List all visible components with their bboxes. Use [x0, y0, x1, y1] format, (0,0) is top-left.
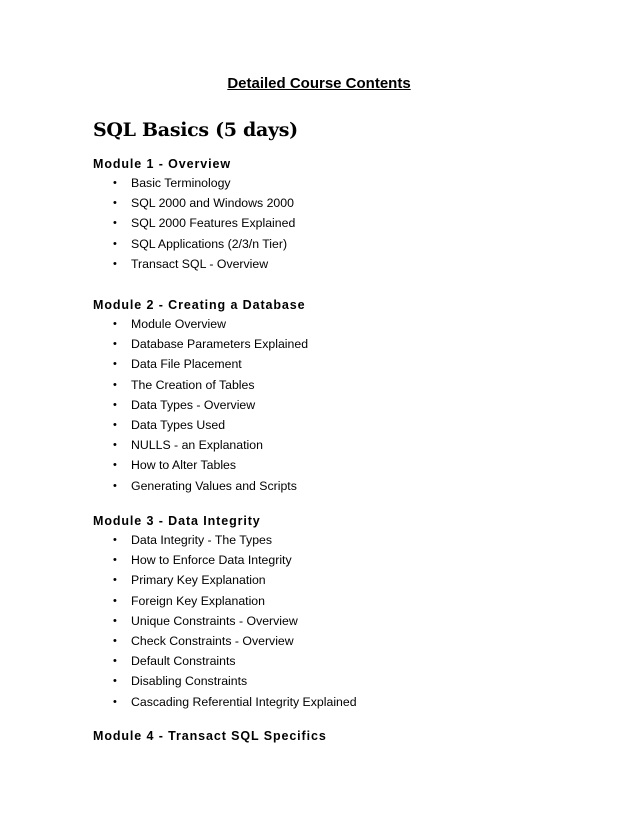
topic-text: Basic Terminology	[131, 176, 231, 190]
bullet-icon: •	[113, 695, 117, 708]
bullet-icon: •	[113, 338, 117, 351]
list-item	[93, 375, 305, 395]
topic-list	[93, 314, 309, 496]
list-item	[93, 334, 309, 354]
bullet-icon: •	[113, 439, 117, 452]
list-item	[93, 530, 273, 550]
topic-text: Foreign Key Explanation	[131, 593, 265, 608]
list-item	[93, 455, 305, 475]
module-3-section	[93, 512, 357, 712]
topic-text: Data Types Used	[131, 417, 226, 432]
topic-list	[93, 530, 357, 712]
topic-text: Unique Constraints - Overview	[131, 613, 298, 628]
list-item	[93, 314, 305, 334]
bullet-icon: •	[113, 237, 117, 250]
list-item	[93, 692, 357, 712]
topic-text: SQL Applications (2/3/n Tier)	[131, 236, 288, 251]
bullet-icon: •	[113, 675, 117, 688]
module-heading: Module 1 - Overview	[93, 157, 231, 171]
topic-text: Data File Placement	[131, 357, 242, 372]
module-heading: Module 2 - Creating a Database	[93, 298, 306, 312]
module-heading: Module 3 - Data Integrity	[93, 514, 261, 528]
bullet-icon: •	[113, 398, 117, 411]
topic-text: Data Integrity - The Types	[131, 533, 273, 547]
topic-text: Database Parameters Explained	[131, 337, 309, 352]
list-item	[93, 173, 231, 193]
topic-text: How to Enforce Data Integrity	[131, 553, 292, 568]
list-item	[93, 395, 305, 415]
list-item	[93, 213, 296, 233]
topic-text: Data Types - Overview	[131, 397, 256, 412]
list-item	[93, 611, 298, 631]
module-2-section	[93, 296, 309, 496]
course-heading: SQL Basics (5 days)	[93, 119, 298, 141]
list-item	[93, 631, 294, 651]
topic-text: Primary Key Explanation	[131, 573, 266, 588]
list-item	[93, 254, 269, 274]
bullet-icon: •	[113, 358, 117, 371]
topic-text: Disabling Constraints	[131, 674, 248, 689]
list-item	[93, 354, 305, 374]
bullet-icon: •	[113, 378, 117, 391]
module-heading: Module 4 - Transact SQL Specifics	[93, 729, 327, 743]
document-title: Detailed Course Contents	[227, 75, 411, 92]
bullet-icon: •	[113, 655, 117, 668]
topic-text: The Creation of Tables	[131, 377, 255, 392]
topic-list	[93, 173, 296, 274]
list-item	[93, 435, 305, 455]
topic-text: Module Overview	[131, 317, 226, 331]
bullet-icon: •	[113, 177, 117, 189]
list-item	[93, 671, 261, 691]
list-item	[93, 550, 292, 570]
bullet-icon: •	[113, 257, 117, 270]
list-item	[93, 193, 294, 213]
module-1-section	[93, 155, 296, 274]
bullet-icon: •	[113, 217, 117, 230]
topic-text: How to Alter Tables	[131, 458, 237, 473]
topic-text: Cascading Referential Integrity Explained	[131, 694, 357, 709]
bullet-icon: •	[113, 574, 117, 587]
bullet-icon: •	[113, 594, 117, 607]
topic-text: Transact SQL - Overview	[131, 256, 269, 271]
bullet-icon: •	[113, 418, 117, 431]
list-item	[93, 570, 266, 590]
list-item	[93, 591, 265, 611]
bullet-icon: •	[113, 614, 117, 627]
topic-text: SQL 2000 and Windows 2000	[131, 196, 294, 211]
bullet-icon: •	[113, 534, 117, 546]
topic-text: Generating Values and Scripts	[131, 478, 297, 493]
module-4-section	[93, 727, 327, 745]
topic-text: Default Constraints	[131, 654, 236, 669]
topic-text: SQL 2000 Features Explained	[131, 216, 296, 231]
bullet-icon: •	[113, 554, 117, 567]
bullet-icon: •	[113, 318, 117, 330]
topic-text: Check Constraints - Overview	[131, 633, 294, 648]
bullet-icon: •	[113, 634, 117, 647]
bullet-icon: •	[113, 479, 117, 492]
bullet-icon: •	[113, 197, 117, 210]
list-item	[93, 476, 305, 496]
topic-text: NULLS - an Explanation	[131, 438, 263, 453]
bullet-icon: •	[113, 459, 117, 472]
list-item	[93, 651, 261, 671]
list-item	[93, 415, 305, 435]
list-item	[93, 234, 288, 254]
